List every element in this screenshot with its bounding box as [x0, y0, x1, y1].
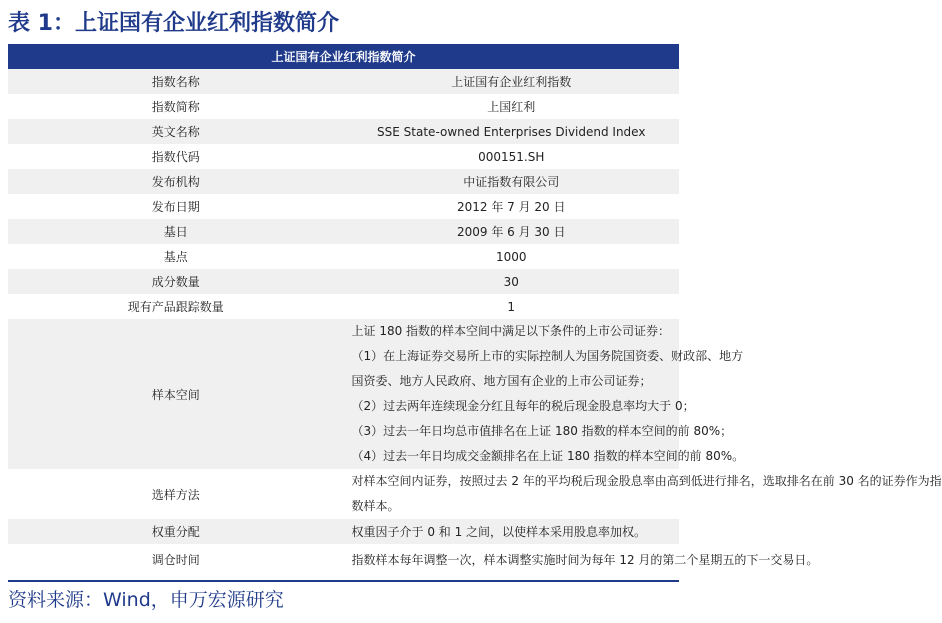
- bottom-divider: [8, 580, 679, 582]
- row-value: 2009 年 6 月 30 日: [344, 219, 680, 244]
- table-row: [8, 69, 679, 94]
- table-row: [8, 269, 679, 294]
- row-label: 指数名称: [8, 69, 344, 94]
- row-label: 指数代码: [151, 150, 200, 164]
- row-value: 1000: [495, 249, 527, 264]
- sample-space-line: （1）在上海证券交易所上市的实际控制人为国务院国资委、财政部、地方: [351, 349, 744, 363]
- row-value: 上国红利: [487, 100, 536, 114]
- table-header: 上证国有企业红利指数简介: [8, 44, 679, 69]
- selection-line: 对样本空间内证券，按照过去 2 年的平均税后现金股息率由高到低进行排名，选取排名在前 30 名的证券作为指: [351, 474, 942, 488]
- row-label: 基点: [163, 250, 188, 264]
- row-label: 发布机构: [8, 169, 344, 194]
- row-value: 中证指数有限公司: [344, 169, 680, 194]
- row-value: 1: [507, 299, 516, 314]
- selection-line: 数样本。: [351, 499, 400, 513]
- table-row: [8, 144, 679, 169]
- table-title: 表 1：上证国有企业红利指数简介: [8, 11, 339, 36]
- row-value: 2012 年 7 月 20 日: [456, 200, 566, 214]
- sample-space-line: （4）过去一年日均成交金额排名在上证 180 指数的样本空间的前 80%。: [351, 449, 745, 463]
- row-value: 上证国有企业红利指数: [344, 69, 680, 94]
- sample-space-line: 上证 180 指数的样本空间中满足以下条件的上市公司证券：: [351, 324, 671, 338]
- row-value: [344, 319, 745, 469]
- table-row-weighting: [8, 519, 679, 544]
- row-value: 000151.SH: [478, 149, 545, 164]
- row-value: SSE State-owned Enterprises Dividend Index: [344, 119, 680, 144]
- table-row-rebalance: [8, 544, 679, 574]
- row-label: 基日: [8, 219, 344, 244]
- table-row-selection: [8, 469, 679, 519]
- sample-space-line: （3）过去一年日均总市值排名在上证 180 指数的样本空间的前 80%；: [351, 424, 733, 438]
- index-info-table: [8, 44, 942, 574]
- table-row: [8, 119, 679, 144]
- row-label: 成分数量: [8, 269, 344, 294]
- row-label: 指数简称: [151, 100, 200, 114]
- table-row: [8, 244, 679, 269]
- row-label: 现有产品跟踪数量: [127, 300, 224, 314]
- row-value: 30: [344, 269, 680, 294]
- row-label: 权重分配: [8, 519, 344, 544]
- row-value: [344, 469, 942, 519]
- rebalance-text: 指数样本每年调整一次，样本调整实施时间为每年 12 月的第二个星期五的下一交易日。: [351, 552, 819, 567]
- weighting-text: 权重因子介于 0 和 1 之间，以使样本采用股息率加权。: [351, 525, 647, 539]
- row-value: [344, 544, 819, 574]
- table-row: [8, 194, 679, 219]
- table-row: [8, 294, 679, 319]
- table-row-sample-space: [8, 319, 679, 469]
- table-row: [8, 94, 679, 119]
- row-label: 英文名称: [8, 119, 344, 144]
- row-label: 选样方法: [151, 487, 200, 502]
- sample-space-line: （2）过去两年连续现金分红且每年的税后现金股息率均大于 0；: [351, 399, 695, 413]
- row-value: [344, 519, 680, 544]
- row-label: 调仓时间: [151, 552, 200, 567]
- source-note: 资料来源：Wind，申万宏源研究: [8, 589, 284, 611]
- table-row: [8, 219, 679, 244]
- row-label: 样本空间: [8, 319, 344, 469]
- row-label: 发布日期: [151, 200, 200, 214]
- sample-space-line: 国资委、地方人民政府、地方国有企业的上市公司证券；: [351, 374, 652, 388]
- table-row: [8, 169, 679, 194]
